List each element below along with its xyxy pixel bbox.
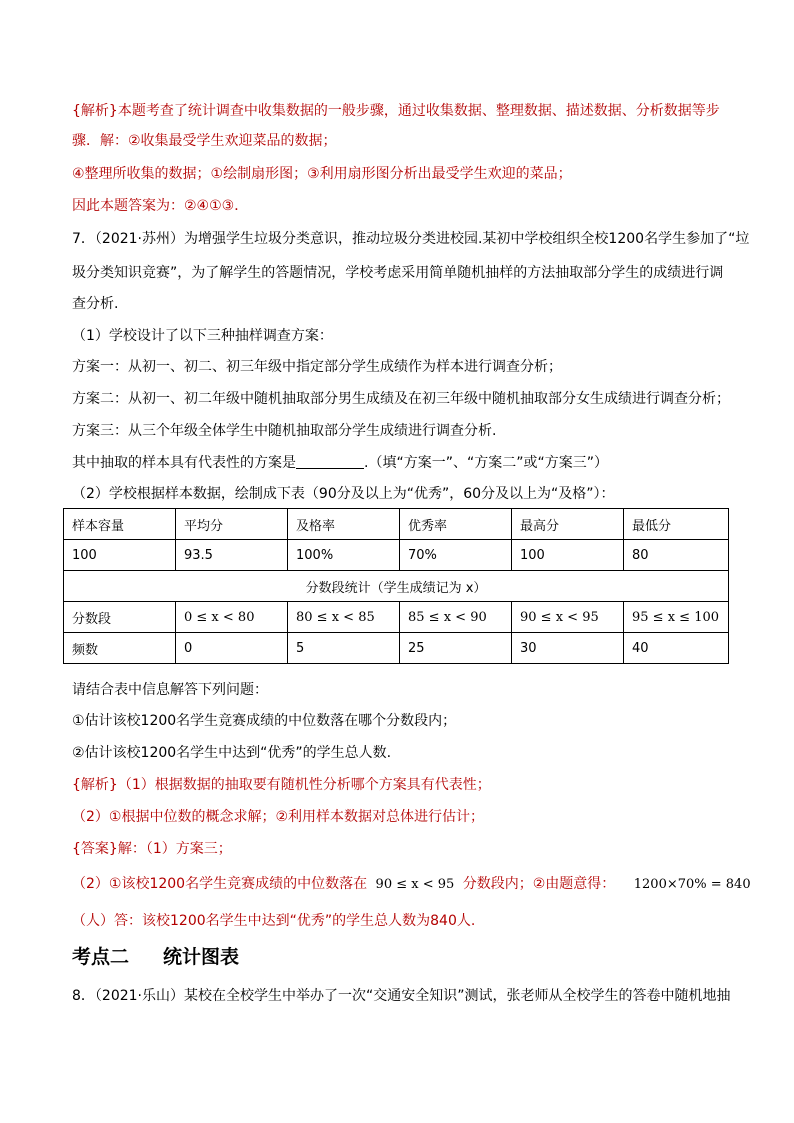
table-cell: 80 ≤ x < 85 [288,602,400,633]
sub-question-1: ①估计该校1200名学生竞赛成绩的中位数落在哪个分数段内； [72,713,457,729]
solution-analysis-2: （2）①根据中位数的概念求解；②利用样本数据对总体进行估计； [72,809,485,825]
table-cell: 30 [512,633,624,664]
solution-analysis-1: {解析}（1）根据数据的抽取要有随机性分析哪个方案具有代表性； [72,777,491,793]
fill-blank-question [72,453,608,473]
q7-stem-line-2: 圾分类知识竞赛”，为了解学生的答题情况，学校考虑采用简单随机抽样的方法抽取部分学生的成绩进行调 [72,265,724,281]
q8-stem-line-1: 8．（2021·乐山）某校在全校学生中举办了一次“交通安全知识”测试，张老师从全校学生的答卷中随机地抽 [72,988,731,1004]
table-cell: 100% [288,540,400,571]
plan-1: 方案一：从初一、初二、初三年级中指定部分学生成绩作为样本进行调查分析； [72,359,562,375]
prompt-line: 请结合表中信息解答下列问题： [72,682,268,698]
answer-blank [296,454,364,469]
plan-2: 方案二：从初一、初二年级中随机抽取部分男生成绩及在初三年级中随机抽取部分女生成绩进行调查分析； [72,391,730,407]
table-cell: 0 [176,633,288,664]
table-cell: 优秀率 [400,509,512,540]
table-cell: 最高分 [512,509,624,540]
calculation-math: 1200×70% = 840 [633,877,751,892]
q7-part-1: （1）学校设计了以下三种抽样调查方案： [72,328,333,344]
table-cell: 平均分 [176,509,288,540]
analysis-line-2: 骤．解：②收集最受学生欢迎菜品的数据； [72,133,337,149]
table-header-row [64,509,729,540]
table-cell: 样本容量 [64,509,176,540]
table-cell: 95 ≤ x ≤ 100 [624,602,729,633]
table-cell: 70% [400,540,512,571]
median-range-math: 90 ≤ x < 95 [375,877,455,892]
fill-suffix: .（填“方案一”、“方案二”或“方案三”） [364,455,608,471]
table-cell: 频数 [64,633,176,664]
analysis-line-4: 因此本题答案为：②④①③． [72,198,249,214]
answer-2-mid: 分数段内；②由题意得： [462,876,616,892]
plan-3: 方案三：从三个年级全体学生中随机抽取部分学生成绩进行调查分析. [72,423,497,439]
table-row [64,633,729,664]
answer-line-2 [72,874,751,895]
table-row [64,540,729,571]
table-cell: 分数段 [64,602,176,633]
table-cell: 93.5 [176,540,288,571]
table-cell: 85 ≤ x < 90 [400,602,512,633]
table-cell: 25 [400,633,512,664]
q7-part-2: （2）学校根据样本数据，绘制成下表（90分及以上为“优秀”，60分及以上为“及格”）： [72,486,615,502]
q7-stem-line-3: 查分析. [72,296,119,312]
section-title-cell: 分数段统计（学生成绩记为 x） [64,571,729,602]
table-cell: 5 [288,633,400,664]
q7-stem-line-1: 7．（2021·苏州）为增强学生垃圾分类意识，推动垃圾分类进校园.某初中学校组织全校1200名学生参加了“垃 [72,231,750,247]
table-cell: 80 [624,540,729,571]
table-cell: 及格率 [288,509,400,540]
sub-question-2: ②估计该校1200名学生中达到“优秀”的学生总人数. [72,745,392,761]
table-cell: 40 [624,633,729,664]
table-cell: 100 [64,540,176,571]
table-cell: 100 [512,540,624,571]
analysis-line-3: ④整理所收集的数据；①绘制扇形图；③利用扇形图分析出最受学生欢迎的菜品； [72,166,572,182]
table-row [64,602,729,633]
answer-2-prefix: （2）①该校1200名学生竞赛成绩的中位数落在 [72,876,368,892]
analysis-line-1: {解析}本题考查了统计调查中收集数据的一般步骤，通过收集数据、整理数据、描述数据、分析数据等步 [72,103,720,119]
table-section-row [64,571,729,602]
table-cell: 最低分 [624,509,729,540]
section-title: 统计图表 [163,946,240,968]
section-label: 考点二 [72,946,130,968]
answer-line-3: （人）答：该校1200名学生中达到“优秀”的学生总人数为840人. [72,913,476,929]
table-cell: 0 ≤ x < 80 [176,602,288,633]
section-heading [72,945,239,969]
stats-table [63,508,729,664]
fill-prefix: 其中抽取的样本具有代表性的方案是 [72,455,296,471]
table-cell: 90 ≤ x < 95 [512,602,624,633]
answer-line-1: {答案}解：（1）方案三； [72,841,232,857]
